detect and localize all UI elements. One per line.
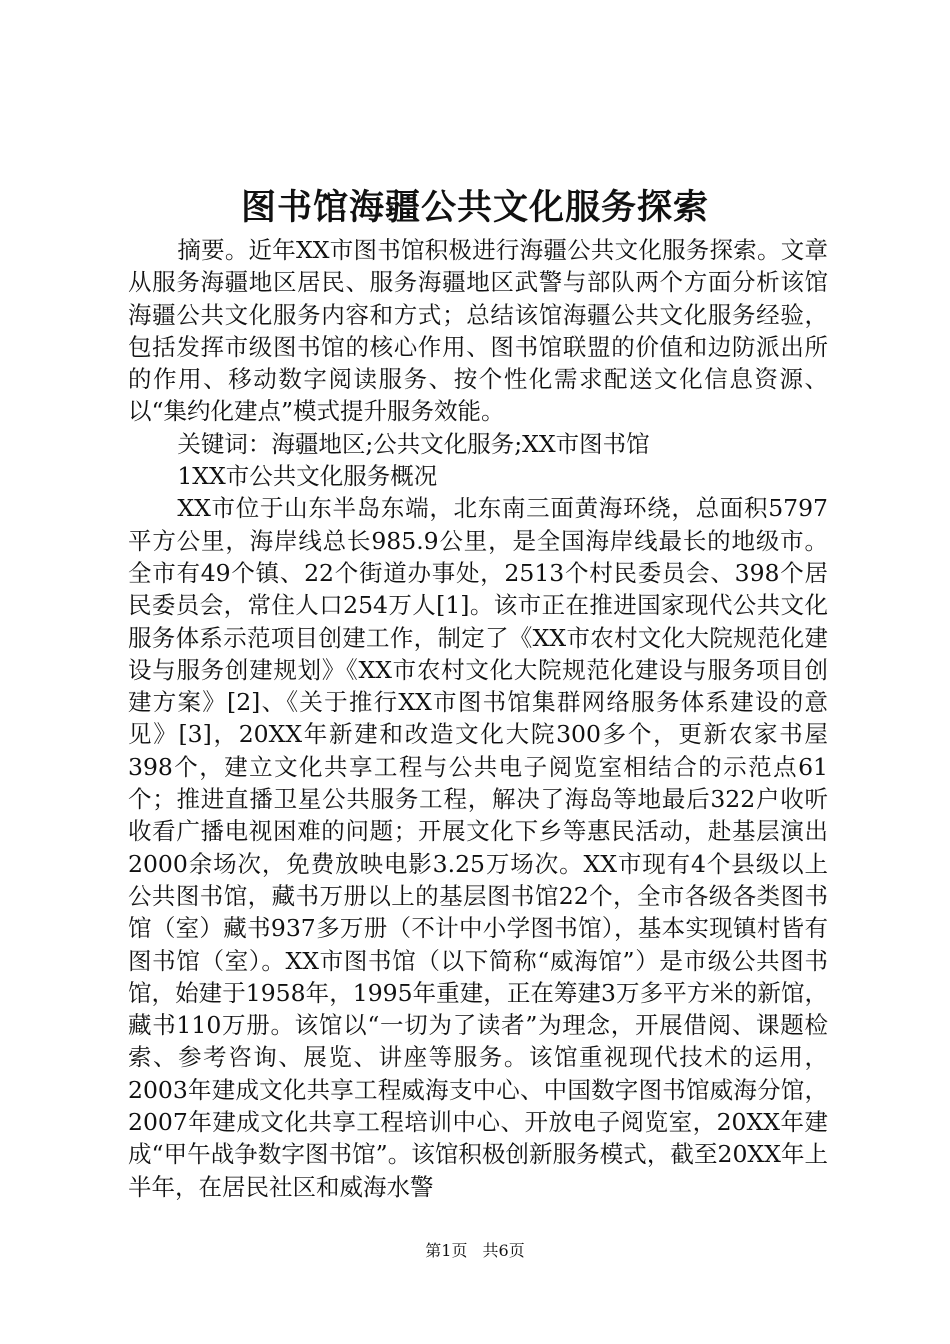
document-title: 图书馆海疆公共文化服务探索	[240, 187, 709, 228]
section-heading: 1XX市公共文化服务概况	[177, 462, 438, 491]
document-body	[128, 234, 828, 1203]
keywords-paragraph: 关键词：海疆地区;公共文化服务;XX市图书馆	[177, 429, 650, 458]
page-footer	[0, 1240, 950, 1262]
page-number: 第1页	[425, 1241, 468, 1260]
body-paragraph: XX市位于山东半岛东端，北东南三面黄海环绕，总面积5797平方公里，海岸线总长985.9公里，是全国海岸线最长的地级市。全市有49个镇、22个街道办事处，2513个村民委员会、398个居民委员会，常住人口254万人[1]。该市正在推进国家现代公共文化服务体系示范项目创建工作，制定了《XX市农村文化大院规范化建设与服务创建规划》《XX市农村文化大院规范化建设与服务项目创建方案》[2]、《关于推行XX市图书馆集群网络服务体系建设的意见》[3]，20XX年新建和改造文化大院300多个，更新农家书屋398个，建立文化共享工程与公共电子阅览室相结合的示范点61个；推进直播卫星公共服务工程，解决了海岛等地最后322户收听收看广播电视困难的问题；开展文化下乡等惠民活动，赴基层演出2000余场次，免费放映电影3.25万场次。XX市现有4个县级以上公共图书馆，藏书万册以上的基层图书馆22个，全市各级各类图书馆（室）藏书937多万册（不计中小学图书馆），基本实现镇村皆有图书馆（室）。XX市图书馆（以下简称“威海馆”）是市级公共图书馆，始建于1958年，1995年重建，正在筹建3万多平方米的新馆，藏书110万册。该馆以“一切为了读者”为理念，开展借阅、课题检索、参考咨询、展览、讲座等服务。该馆重视现代技术的运用，2003年建成文化共享工程威海支中心、中国数字图书馆威海分馆，2007年建成文化共享工程培训中心、开放电子阅览室，20XX年建成“甲午战争数字图书馆”。该馆积极创新服务模式，截至20XX年上半年，在居民社区和威海水警	[128, 494, 828, 1201]
page-total: 共6页	[482, 1241, 525, 1260]
abstract-paragraph: 摘要。近年XX市图书馆积极进行海疆公共文化服务探索。文章从服务海疆地区居民、服务海疆地区武警与部队两个方面分析该馆海疆公共文化服务内容和方式；总结该馆海疆公共文化服务经验，包括发挥市级图书馆的核心作用、图书馆联盟的价值和边防派出所的作用、移动数字阅读服务、按个性化需求配送文化信息资源、以“集约化建点”模式提升服务效能。	[128, 236, 828, 426]
